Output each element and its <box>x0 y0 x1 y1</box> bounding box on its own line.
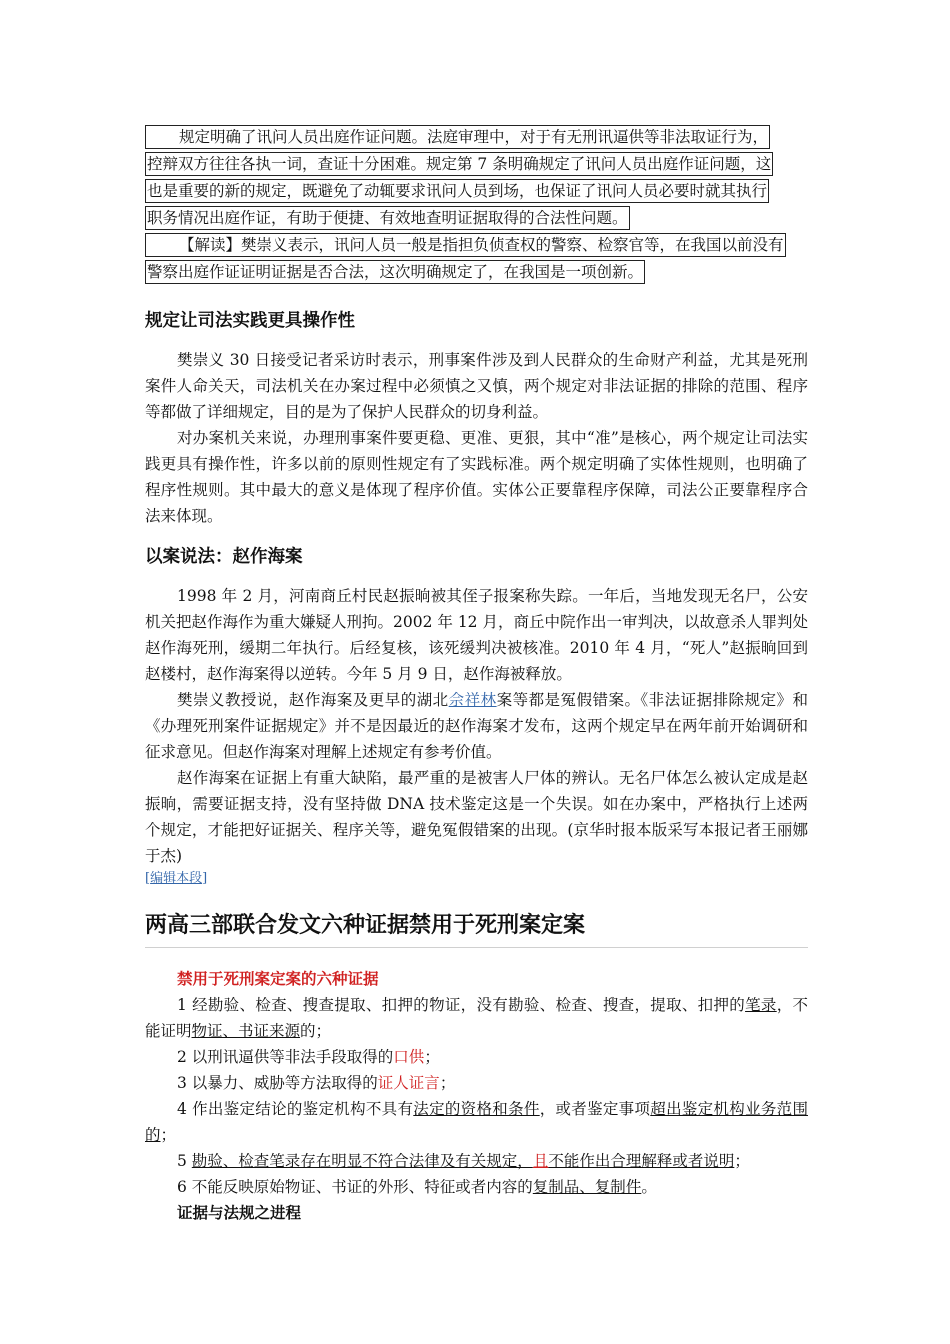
edit-section-link: [编辑本段] <box>145 871 208 886</box>
paragraph: 赵作海案在证据上有重大缺陷，最严重的是被害人尸体的辨认。无名尸体怎么被认定成是赵振晌，需要证据支持，没有坚持做 DNA 技术鉴定这是一个失误。如在办案中，严格执行上述两个规定，才能把好证据关、程序关等，避免冤假错案的出现。(京华时报本版采写本报记者王丽娜于杰) <box>145 769 808 865</box>
red-subheading: 禁用于死刑案定案的六种证据 <box>177 970 379 988</box>
boxed-line: 【解读】樊崇义表示，讯问人员一般是指担负侦查权的警察、检察官等，在我国以前没有 <box>145 233 786 257</box>
boxed-excerpt <box>145 125 808 287</box>
subheading: 证据与法规之进程 <box>177 1204 302 1222</box>
paragraph: 对办案机关来说，办理刑事案件要更稳、更准、更狠，其中“准”是核心，两个规定让司法实践更具有操作性，许多以前的原则性规定有了实践标准。两个规定明确了实体性规则，也明确了程序性规则。其中最大的意义是体现了程序价值。实体公正要靠程序保障，司法公正要靠程序合法来体现。 <box>145 429 808 525</box>
paragraph: 樊崇义 30 日接受记者采访时表示，刑事案件涉及到人民群众的生命财产利益，尤其是死刑案件人命关天，司法机关在办案过程中必须慎之又慎，两个规定对非法证据的排除的范围、程序等都做了详细规定，目的是为了保护人民群众的切身利益。 <box>145 351 808 421</box>
list-item: 4 作出鉴定结论的鉴定机构不具有法定的资格和条件，或者鉴定事项超出鉴定机构业务范围的； <box>145 1100 808 1144</box>
boxed-line: 警察出庭作证证明证据是否合法，这次明确规定了，在我国是一项创新。 <box>145 260 645 284</box>
heading-rule <box>145 911 808 948</box>
boxed-line: 控辩双方往往各执一词，查证十分困难。规定第 7 条明确规定了讯问人员出庭作证问题，这 <box>145 152 773 176</box>
boxed-line: 规定明确了讯问人员出庭作证问题。法庭审理中，对于有无刑讯逼供等非法取证行为， <box>145 125 770 149</box>
boxed-line: 职务情况出庭作证，有助于便捷、有效地查明证据取得的合法性问题。 <box>145 206 630 230</box>
document-page <box>145 125 808 1226</box>
list-item: 3 以暴力、威胁等方法取得的证人证言； <box>177 1074 456 1092</box>
list-item: 1 经勘验、检查、搜查提取、扣押的物证，没有勘验、检查、搜查，提取、扣押的笔录，不能证明物证、书证来源的； <box>145 996 808 1040</box>
person-link[interactable]: 佘祥林 <box>448 691 497 709</box>
list-item: 2 以刑讯逼供等非法手段取得的口供； <box>177 1048 440 1066</box>
page-heading: 两高三部联合发文六种证据禁用于死刑案定案 <box>145 913 586 938</box>
paragraph: 樊崇义教授说，赵作海案及更早的湖北佘祥林案等都是冤假错案。《非法证据排除规定》和《办理死刑案件证据规定》并不是因最近的赵作海案才发布，这两个规定早在两年前开始调研和征求意见。但赵作海案对理解上述规定有参考价值。 <box>145 691 808 761</box>
paragraph: 1998 年 2 月，河南商丘村民赵振晌被其侄子报案称失踪。一年后，当地发现无名尸，公安机关把赵作海作为重大嫌疑人刑拘。2002 年 12 月，商丘中院作出一审判决，以故意杀人罪判处赵作海死刑，缓期二年执行。后经复核，该死缓判决被核准。2010 年 4 月，“死人”赵振晌回到赵楼村，赵作海案得以逆转。今年 5 月 9 日，赵作海被释放。 <box>145 587 808 683</box>
list-item: 6 不能反映原始物证、书证的外形、特征或者内容的复制品、复制件。 <box>177 1178 657 1196</box>
edit-section-button[interactable]: 编辑本段 <box>150 871 203 886</box>
section-heading: 以案说法：赵作海案 <box>145 547 303 567</box>
section-heading: 规定让司法实践更具操作性 <box>145 311 355 331</box>
list-item: 5 勘验、检查笔录存在明显不符合法律及有关规定，且不能作出合理解释或者说明； <box>177 1152 750 1170</box>
boxed-line: 也是重要的新的规定，既避免了动辄要求讯问人员到场，也保证了讯问人员必要时就其执行 <box>145 179 769 203</box>
